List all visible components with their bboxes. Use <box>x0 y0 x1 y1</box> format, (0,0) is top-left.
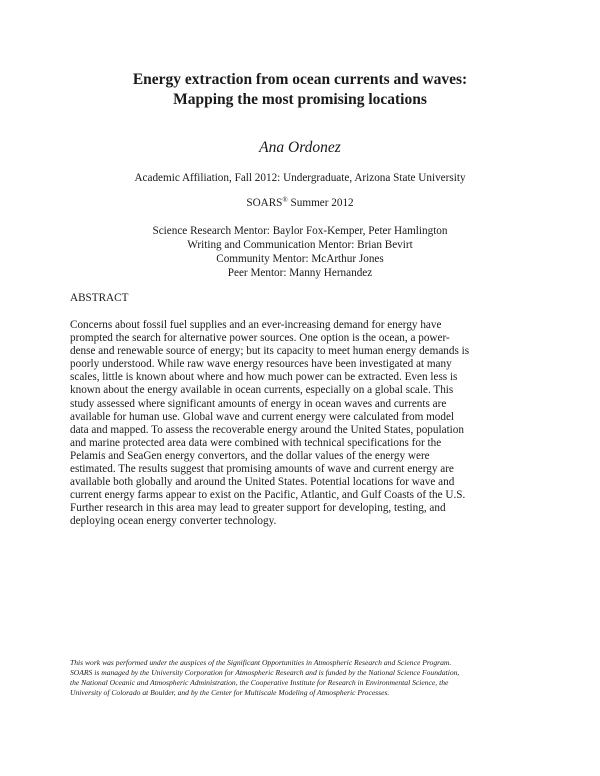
abstract-line: available for human use. Global wave and current energy were calculated from model <box>70 410 455 423</box>
program-term: Summer 2012 <box>287 197 354 209</box>
abstract-line: poorly understood. While raw wave energy resources have been investigated at many <box>70 358 452 371</box>
abstract-line: current energy farms appear to exist on the Pacific, Atlantic, and Gulf Coasts of the U.S. <box>70 489 466 502</box>
abstract-line: known about the energy available in ocean currents, especially on a global scale. This <box>70 384 454 397</box>
abstract-line: dense and renewable source of energy; but its capacity to meet human energy demands is <box>70 345 470 358</box>
paper-title-line-1: Energy extraction from ocean currents and waves: <box>132 71 468 88</box>
abstract-line: prompted the search for alternative power sources. One option is the ocean, a power- <box>70 332 450 345</box>
abstract-line: Pelamis and SeaGen energy convertors, and the dollar values of the energy were <box>70 449 430 462</box>
abstract-heading: ABSTRACT <box>70 292 129 304</box>
abstract-line: deploying ocean energy converter technology. <box>70 515 277 528</box>
abstract-line: data and mapped. To assess the recoverable energy around the United States, population <box>70 423 464 436</box>
footnote-line: University of Colorado at Boulder, and by the Center for Multiscale Modeling of Atmospheric Processes. <box>70 688 390 697</box>
registered-mark: ® <box>282 196 288 204</box>
abstract-line: available both globally and around the United States. Potential locations for wave and <box>70 476 455 489</box>
abstract-line: Further research in this area may lead to greater support for developing, testing, and <box>70 502 446 515</box>
abstract-line: scales, little is known about where and how much power can be extracted. Even less is <box>70 371 458 384</box>
mentor-science: Science Research Mentor: Baylor Fox-Kemper, Peter Hamlington <box>152 225 448 237</box>
abstract-line: Concerns about fossil fuel supplies and an ever-increasing demand for energy have <box>70 319 442 331</box>
funding-footnote <box>70 658 540 698</box>
abstract-line: estimated. The results suggest that promising amounts of wave and current energy are <box>70 463 454 476</box>
program-line <box>0 197 600 210</box>
mentor-writing: Writing and Communication Mentor: Brian Bevirt <box>187 239 413 251</box>
abstract-line: study assessed where significant amounts of energy in ocean waves and currents are <box>70 397 447 410</box>
mentor-community: Community Mentor: McArthur Jones <box>216 253 384 265</box>
abstract-body <box>70 319 540 529</box>
mentor-peer: Peer Mentor: Manny Hernandez <box>227 267 373 279</box>
footnote-line: SOARS is managed by the University Corporation for Atmospheric Research and is funded by the National Science Foundation, <box>70 668 460 677</box>
program-name: SOARS <box>246 197 283 209</box>
abstract-line: and marine protected area data were combined with technical specifications for the <box>70 436 442 449</box>
academic-affiliation: Academic Affiliation, Fall 2012: Undergraduate, Arizona State University <box>134 172 466 184</box>
footnote-line: This work was performed under the auspices of the Significant Opportunities in Atmospheric Research and Science Program. <box>70 658 452 667</box>
author-name: Ana Ordonez <box>259 139 341 156</box>
paper-title-line-2: Mapping the most promising locations <box>173 91 427 108</box>
footnote-line: the National Oceanic and Atmospheric Administration, the Cooperative Institute for Research in Environmental Science, the <box>70 678 449 687</box>
